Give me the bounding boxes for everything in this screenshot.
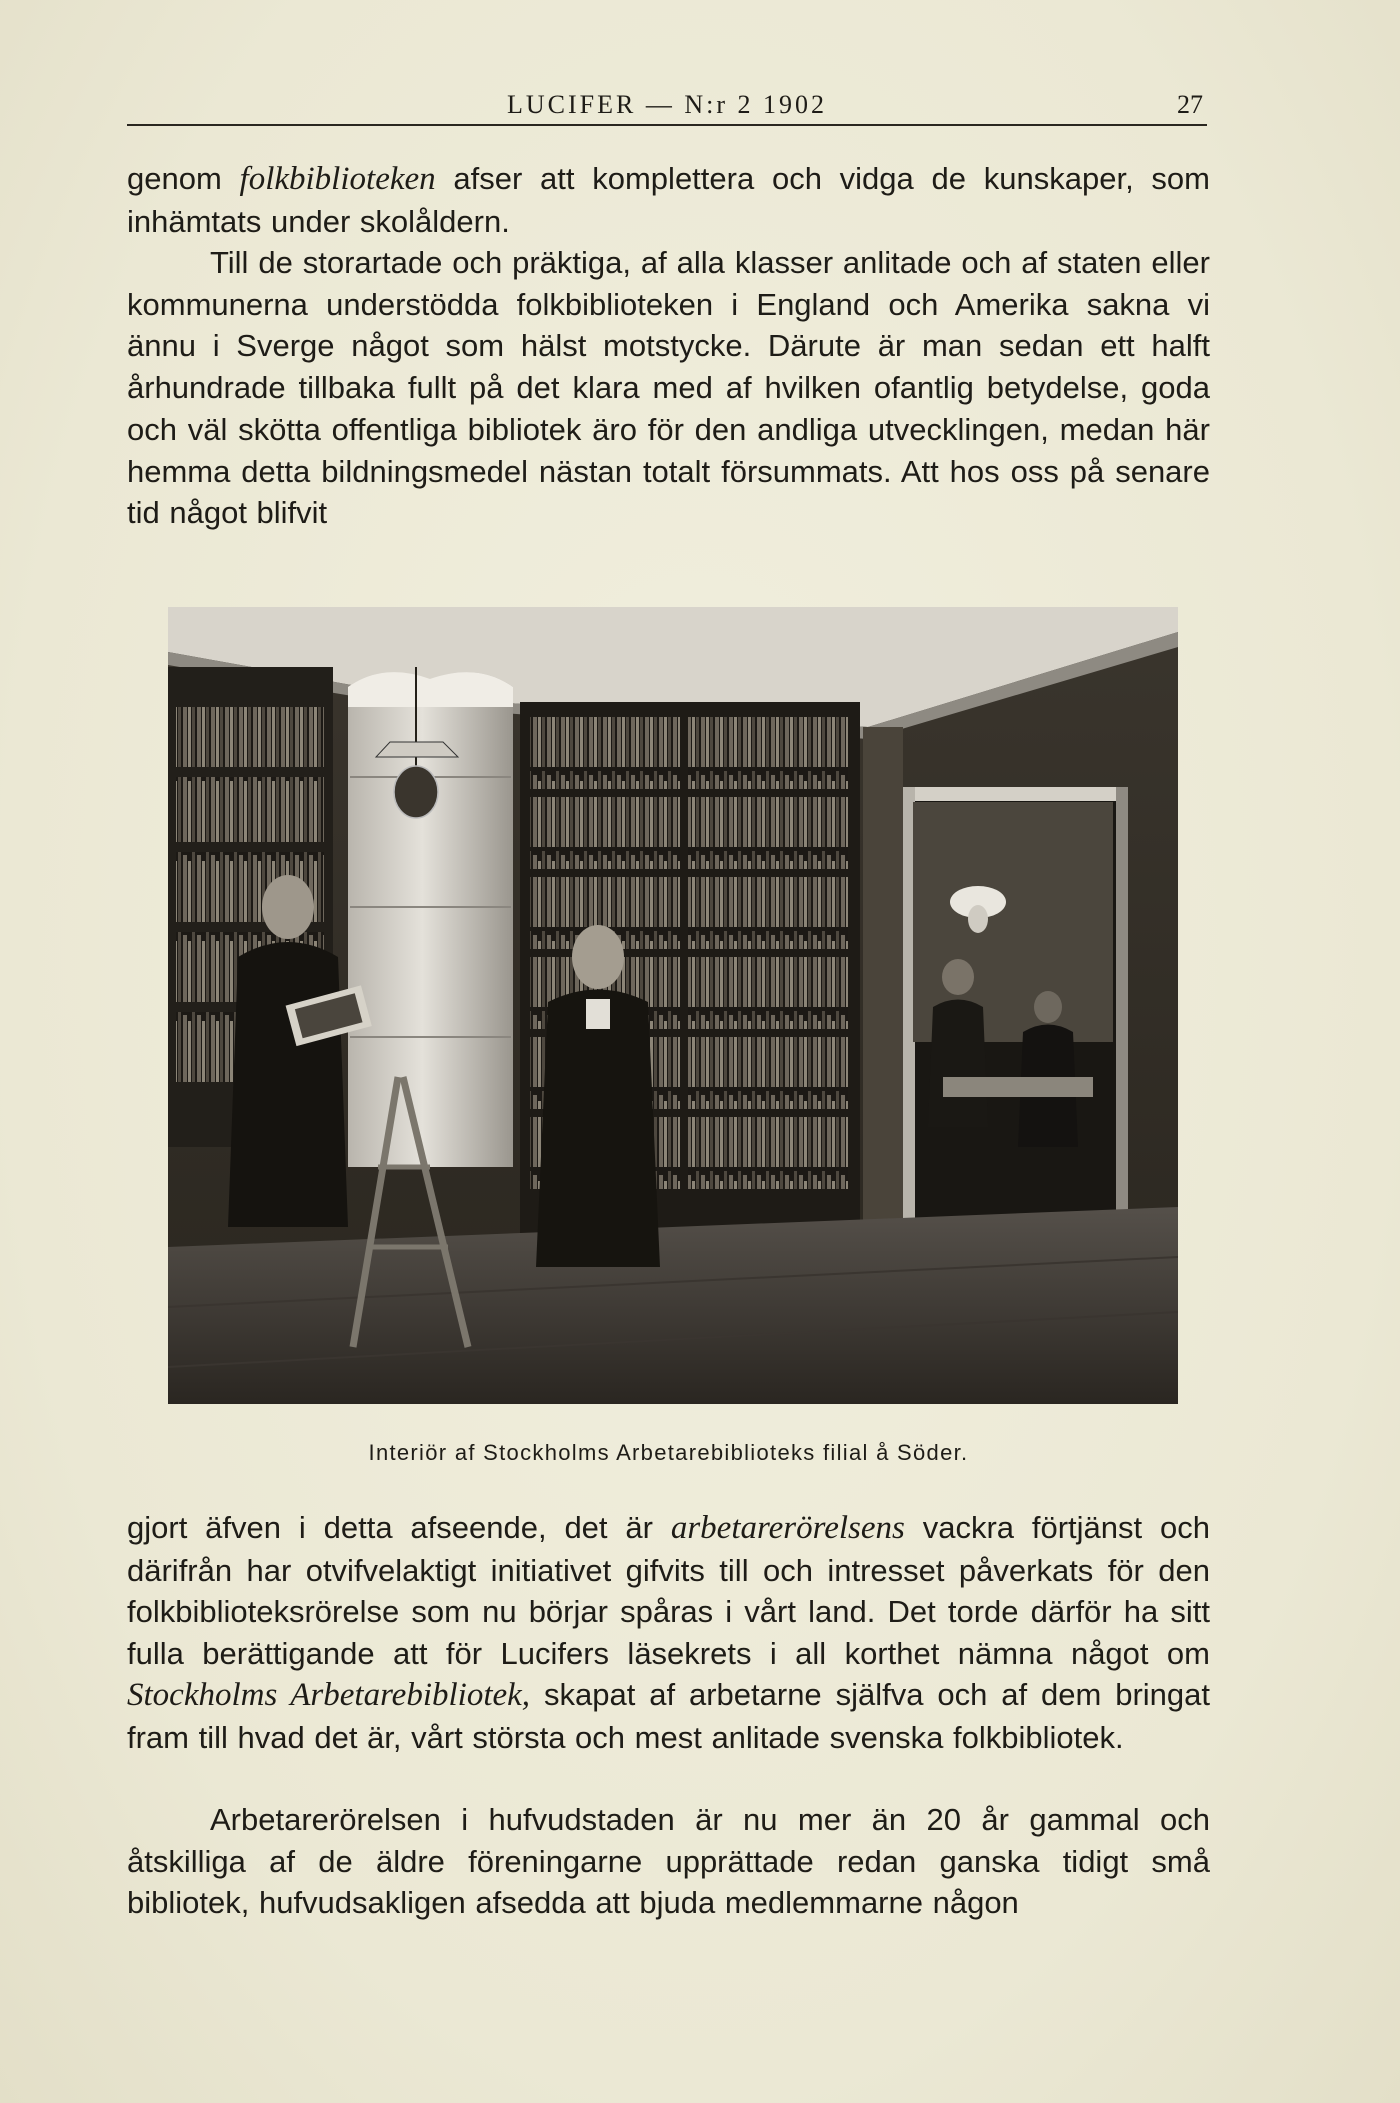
figure-caption: Interiör af Stockholms Arbetarebiblioteks filial å Söder.	[368, 1440, 969, 1465]
paragraph-3-text-c: skapat af arbetarne själfva och af dem bringat fram till hvad det är, vårt största och mest anlitade svenska folkbibliotek.	[127, 1677, 1210, 1755]
paragraph-1	[127, 158, 1210, 242]
paragraph-3-text-a: gjort äfven i detta afseende, det är	[127, 1510, 671, 1545]
paragraph-3	[127, 1507, 1210, 1759]
paragraph-3-italic-a: arbetarerörelsens	[670, 1510, 905, 1546]
paragraph-1-italic: folkbiblioteken	[239, 161, 436, 197]
paragraph-2: Till de storartade och präktiga, af alla klasser anlitade och af staten eller kommunerna understödda folkbiblioteken i England och Amerika sakna vi ännu i Sverge något som hälst motstycke. Därute är man sedan ett halft århundrade tillbaka fullt på det klara med af hvilken ofantlig betydelse, goda och väl skötta offentliga bibliotek äro för den andliga utvecklingen, medan här hemma detta bildningsmedel nästan totalt försummats. Att hos oss på senare tid något blifvit	[127, 245, 1210, 531]
paragraph-4: Arbetarerörelsen i hufvudstaden är nu mer än 20 år gammal och åtskilliga af de äldre föreningarne upprättade redan ganska tidigt små bibliotek, hufvudsakligen afsedda att bjuda medlemmarne någon	[127, 1802, 1210, 1921]
paragraph-1-text-a: genom	[127, 161, 240, 196]
paragraph-3-text-b: vackra förtjänst och därifrån har otvifvelaktigt initiativet gifvits till och intresset påverkats för den folkbiblioteksrörelse som nu börjar spåras i vårt land. Det torde därför ha sitt fulla berättigande att för Lucifers läsekrets i all korthet nämna något om	[127, 1510, 1210, 1671]
page-number: 27	[1177, 90, 1203, 119]
paragraph-3-italic-b: Stockholms Arbetarebibliotek,	[127, 1677, 531, 1714]
paragraph-1-text-b: afser att komplettera och vidga de kunskaper, som inhämtats under skolåldern.	[127, 161, 1210, 239]
running-title: LUCIFER — N:r 2 1902	[507, 90, 827, 119]
library-interior-photo	[168, 607, 1178, 1404]
running-header	[127, 88, 1207, 126]
photo-illustration	[168, 607, 1178, 1404]
